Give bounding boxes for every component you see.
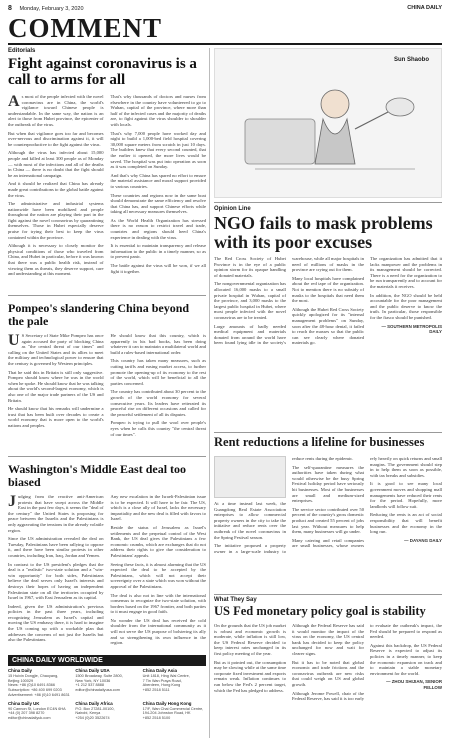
office-line: Beijing 100029	[8, 678, 34, 683]
office-line: Advertisement: +86 (0)10 6491 8631	[8, 692, 70, 697]
paragraph: Judging from the reactive anti-American protests that have swept across the Middle East in the past few days, it seems the "deal of the century" the United States is proposing for peace between the Israelis and the Palestinians is only aggravating the tensions in the already volatile region.	[8, 494, 104, 533]
editorials-column	[8, 48, 206, 672]
paragraph: That's why thousands of doctors and nurses from elsewhere in the country have volunteered to go to Wuhan, capital of the province, where more than half of the infected cases and the majority of deaths are, to fight against the virus shoulder to shoulder with locals.	[110, 94, 206, 127]
rent-body	[214, 456, 442, 592]
byline: — DAYANG DAILY	[404, 537, 442, 543]
paragraph: That he said this in Britain is still only suggestive. Pompeo should know where he was in the world when he spoke. He should know that he was talking about the world's second-largest economy, which is also one of the major trade partners of the US and Britain.	[8, 369, 104, 403]
paragraph: Pompeo is trying to pull the wool over people's eyes when he calls this country "the central threat of our times".	[110, 420, 206, 437]
paragraph: He should know that his remarks will undermine a trust that has been built over decades to create a world economy that is more open to the world's nations and peoples.	[8, 406, 104, 428]
masthead	[8, 13, 442, 45]
opinion-line-label: Opinion Line	[214, 206, 251, 212]
offices-grid	[8, 669, 206, 721]
paragraph: Although the Hubei Red Cross Society quickly apologized for its "internal management problems" on Sunday, soon after the 48-hour denial, it failed to reach the masses so that the public can see clearly where donated materials go.	[292, 306, 364, 346]
paragraph: It is essential to maintain transparency and release information to the public in a timely manner, so as to prevent panic.	[110, 243, 206, 260]
paragraph: Against this backdrop, the US Federal Reserve is expected to adjust its policies in a timely manner, to keep the economic expansion on track and to maintain a stable monetary environment for the world.	[370, 642, 442, 676]
office-line: +852 2518 5111	[142, 688, 170, 693]
paragraph: Seeing these facts, it is almost alarming that the US expected the deal to be accepted by the Palestinians, which will not accept their sovereignty over a state which was won without the approval of the Palestinians.	[110, 561, 206, 589]
paragraph: The self-quarantine measures the authorities have taken during what would otherwise be the busy Spring Festival holiday period have seriously hit businesses. Most of the businesses are small and medium-sized enterprises.	[292, 464, 364, 504]
office-line: Unit 1818, Hing Wai Centre,	[142, 673, 190, 678]
paragraph: That's why 7,000 people have worked day and night to build a 1,000-bed field hospital covering 30,000 square meters from scratch in just 10 days. The builders knew that every second counted, that the earlier it opened, the more lives would be saved. The hospital was put into operation as soon as it was completed on Sunday.	[110, 130, 206, 170]
office-name: China Daily UK	[8, 700, 40, 706]
office-line: 90 Cannon St, London EC4N 6HA	[8, 706, 66, 711]
section-title: COMMENT	[8, 13, 162, 43]
paper-name: CHINA DAILY	[407, 5, 442, 11]
divider	[8, 295, 206, 296]
paragraph: The initiative proposed a property owner in a large-scale industry to reduce rents during the epidemic.	[214, 456, 354, 554]
divider	[214, 594, 442, 595]
cartoon	[214, 48, 442, 198]
office-line: +1 212 537 8888	[75, 683, 104, 688]
top-bar	[8, 3, 442, 13]
office-name: China Daily Africa	[75, 700, 113, 706]
column-divider	[209, 48, 210, 738]
paragraph: Although Jerome Powell, chair of the Federal Reserve, has said it is too early to evaluate the outbreak's impact, the Fed should be prepared to respond as needed.	[292, 623, 442, 702]
opinion-headline: NGO fails to mask problems with its poor excuses	[214, 213, 433, 252]
office-name: China Daily Asia	[142, 668, 177, 673]
paragraph: The service sector contributed over 50 percent of the country's gross domestic product and created 55 percent of jobs last year. Without measures to help them, many businesses will go under.	[292, 506, 364, 535]
paragraph: The nongovernmental organization has allocated 16,000 masks to a small private hospital in Wuhan, capital of the province, and 3,000 masks to the largest public hospital in Hubei, where most people infected with the novel coronavirus are to be treated.	[214, 281, 286, 320]
divider	[8, 456, 206, 457]
paragraph: On the grounds that the US job market is robust and economic growth is moderate, while inflation is still low, the US Federal Reserve decided to keep interest rates unchanged in its first policy meeting of the year.	[214, 623, 286, 656]
paragraph: Large amounts of badly needed medical equipment and materials donated from around the world have been found lying idle in the society's warehouse, while all major hospitals in need of millions of masks in the province are crying out for them.	[214, 256, 364, 346]
cartoon-arm	[355, 111, 390, 129]
office-entry	[75, 702, 138, 721]
paragraph: Many local hospitals have complained about the red tape of the organization. Not to mention there is no subsidy of masks to the hospitals that need them the most.	[292, 275, 364, 304]
office-line: 1500 Broadway, Suite 2800,	[75, 673, 123, 678]
paragraph: As most of the people infected with the novel coronavirus are in China, the world's vigilance toward Chinese people is understandable. In the same way, the nation is an alert to those from Hubei province, the epicenter of the outbreak of the virus.	[8, 94, 104, 127]
paragraph: Any new escalation in the Israeli-Palestinian issue is to be expected. It will have to be fair. The US, which is a close ally of Israel, lacks the necessary impartiality and the new deal is filled with favors to Israel.	[110, 494, 206, 522]
issue-date: Monday, February 3, 2020	[19, 5, 84, 12]
paragraph: The organization has admitted that it lacks manpower and the problems in its management should be corrected. There is a need for the organization to be run transparently and to account for the materials it receives.	[370, 256, 442, 289]
divider	[214, 202, 442, 203]
office-entry	[75, 669, 138, 698]
page-number: 8	[8, 4, 12, 12]
editorial-2-headline: Pompeo's slandering China beyond the pale	[8, 301, 190, 328]
office-line: editor@chinadailyuk.com	[8, 716, 51, 721]
cartoon-body	[315, 119, 355, 164]
paragraph: Indeed, given the US administration's previous policies in the past three years, including recognizing Jerusalem as Israel's capital and moving the US embassy there, it is hard to imagine the US coming up with a workable plan that addresses the concerns of not just the Israelis but also the Palestinians.	[8, 603, 104, 643]
paragraph: Beside the status of Jerusalem as Israel's settlements and the perpetual control of the West Bank, the US deal gives the Palestinians a few economic crumbs, which are exchanges that do not address their rights to give due consideration to Palestinians' appeals.	[110, 524, 206, 558]
office-line: Nairobi, Kenya	[75, 711, 101, 716]
paragraph: The battle against the virus will be won, if we all fight it together.	[110, 263, 206, 274]
office-entry	[8, 669, 71, 698]
editorial-1-headline: Fight against coronavirus is a call to arms for all	[8, 56, 197, 88]
paragraph: The Red Cross Society of Hubei Province is in the eye of a public opinion storm for its opaque handling of donated materials.	[214, 256, 286, 278]
office-line: News: +86 (0)10 6491 8366	[8, 683, 55, 688]
office-entry	[143, 669, 206, 698]
paragraph: It is good to see many local government moves and shopping mall managements have reduced their rents for the period. Hopefully, more landlords will follow suit.	[370, 481, 442, 509]
byline: — ZHOU SHIJIAN, SENIOR FELLOW	[386, 679, 442, 690]
paragraph: He should know that this country, which is apparently in his bad books, has been doing whatever it can to maintain a multilateral world and build a rules-based international order.	[110, 333, 206, 355]
paragraph: And that's why China has spared no effort to ensure the material assistance and moral support provided to various countries.	[110, 172, 206, 189]
cartoon-illustration	[215, 49, 443, 199]
office-name: China Daily USA	[75, 668, 110, 673]
office-line: 15 Huixin Dongjie, Chaoyang,	[8, 673, 59, 678]
rent-headline: Rent reductions a lifeline for businesses	[214, 435, 425, 449]
opinion-body	[214, 256, 442, 426]
office-name: China Daily	[8, 668, 32, 673]
editorial-3-headline: Washington's Middle East deal too biased	[8, 462, 187, 489]
worldwide-title: CHINA DAILY WORLDWIDE	[8, 655, 206, 666]
paragraph: Although the virus has infected about 15,000 people and killed at least 300 people as of Monday — with most of the infections and all of the deaths in China — there is no doubt that the fight should be an international campaign.	[8, 150, 104, 178]
paragraph: US Secretary of State Mike Pompeo has once again accused the party of blocking China as "the central threat of our times" and calling on the United States and its allies to meet the military and technological power to ensure that the century is governed by Western principles.	[8, 333, 104, 366]
cartoon-artist: Sun Shaobo	[394, 57, 429, 63]
what-they-say-label: What They Say	[214, 597, 257, 603]
editorial-1-body	[8, 94, 206, 290]
china-daily-worldwide-box	[8, 655, 206, 721]
rent-photo	[214, 456, 286, 498]
paragraph: And it should be realized that China has already made great contributions to the global battle against the virus.	[8, 181, 104, 198]
office-entry	[8, 702, 71, 721]
paragraph: These countries and regions now in the same boat should demonstrate the same efficiency and resolve that China has, and support Chinese efforts while taking all necessary measures themselves.	[110, 192, 206, 215]
office-entry	[143, 702, 206, 721]
office-line: Aberdeen, Hong Kong	[142, 683, 181, 688]
what-they-say-body	[214, 623, 442, 739]
cartoon-head	[321, 90, 349, 118]
office-line: editor@chinadailyusa.com	[75, 688, 120, 693]
editorial-2-body	[8, 333, 206, 451]
what-they-say-headline: US Fed monetary policy goal is stability	[214, 604, 426, 618]
office-line: +44 (0) 207 398 8270	[8, 711, 45, 716]
paragraph: As the World Health Organization has stressed there is no reason to restrict travel and trade, countries and regions should heed China's experience in dealing with the virus.	[110, 217, 206, 240]
office-line: +254 (0)20 3522674	[75, 716, 110, 721]
paragraph: This country has taken many measures, such as cutting tariffs and easing market access, to further promote the opening-up of its economy to the rest of the world, which will be beneficial to all the parties concerned.	[110, 358, 206, 386]
byline: — SOUTHERN METROPOLIS DAILY	[381, 323, 442, 335]
paragraph: But it has to be noted that global economic and trade frictions and the coronavirus outbreak are new risks that could weigh on US and global growth.	[292, 659, 364, 687]
paragraph: At a time instead last week, the Guangdong Real Estate Association enterprises to allow commercial property owners in the city to take the initiative and reduce rents over the outbreak of the novel coronavirus in the Spring Festival season.	[214, 501, 286, 540]
paragraph: Many catering and retail companies are small businesses, whose owners rely heavily on quick returns and small margins. The government should step in to help them as soon as possible, with tax breaks and subsidies.	[292, 456, 442, 549]
paragraph: Reducing the rents is an act of social responsibility that will benefit businesses and the economy in the long run.	[370, 512, 442, 535]
divider	[214, 432, 442, 433]
office-name: China Daily Hong Kong	[142, 700, 192, 706]
paragraph: The country has contributed about 30 percent to the growth of the world economy for several consecutive years. Its leaders have reiterated its peaceful rise on different occasions and called for the peaceful settlement of all its disputes.	[110, 389, 206, 417]
office-line: New York, NY 10036	[75, 678, 111, 683]
editorial-3-body	[8, 494, 206, 672]
office-line: Subscription: +86 400 699 0203	[8, 688, 62, 693]
paragraph: But as it pointed out, the consumption may be slowing while at the same time corporate fixed investment and exports remain weak. Inflation continues to run below the Fed's 2 percent target, which the Fed has pledged to address.	[214, 659, 286, 693]
paragraph: But when that vigilance goes too far and becomes over-nervous and discrimination against it, it will be counterproductive to the fight against the virus.	[8, 130, 104, 147]
paragraph: In addition, the NGO should be held accountable for the poor management and the public deserve to know the truth. In particular, those responsible for the fiasco should be punished.	[370, 292, 442, 320]
editorials-label: Editorials	[8, 48, 36, 54]
paragraph: Although the Federal Reserve has said it would monitor the impact of the virus on the economy, the US central bank has decided to keep the policy unchanged for now and wait for clearer signs.	[292, 623, 364, 656]
office-line: P.O. Box 27281-00100,	[75, 706, 115, 711]
cartoon-mask	[386, 98, 414, 116]
paragraph: The deal is also not in line with the international consensus to recognize the two-state solution, with borders based on the 1967 frontier, and both parties to it must engage in good faith.	[110, 592, 206, 615]
paragraph: In contrast to the US president's pledges that the deal is a "realistic" two-state solution and a "win-win opportunity" for both sides, Palestinians believe the deal serves only Israel's interests and destroys their hopes of having an independent Palestinian state on all the territories occupied by Israel in 1967, with East Jerusalem as its capital.	[8, 561, 104, 601]
office-line: 194-204 Johnston Road, HK	[142, 711, 191, 716]
office-line: +852 2518 5100	[142, 716, 171, 721]
office-line: 7 Tin Wan Praya Road,	[142, 678, 182, 683]
top-bar-left	[8, 5, 90, 12]
paragraph: The administrative and industrial systems nationwide have been mobilized and people throughout the nation are playing their part in the fight against the novel coronavirus by quarantining themselves. Those in Hubei especially deserve praise for trying their best to keep the virus contained within the province.	[8, 201, 104, 240]
cartoon-box	[245, 119, 315, 164]
paragraph: Since the US administration revealed the deal on Tuesday, Palestinians have been rallying to oppose it, and there have been similar protests in other countries, including Iran, Iraq, Jordan and Yemen.	[8, 536, 104, 558]
paragraph: No wonder the US deal has received the cold shoulder from the international community as it will not serve the US purpose of bolstering its ally and so strengthening its own influence in the region.	[110, 617, 206, 646]
office-line: 17/F, Wan Chai Commercial Centre,	[142, 706, 204, 711]
paragraph: Although it is necessary to closely monitor the physical conditions of those who traveled from China, and Hubei in particular, before it was known that there was a public health risk, instead of viewing them as threats, they deserve support, care and understanding at this moment.	[8, 243, 104, 277]
